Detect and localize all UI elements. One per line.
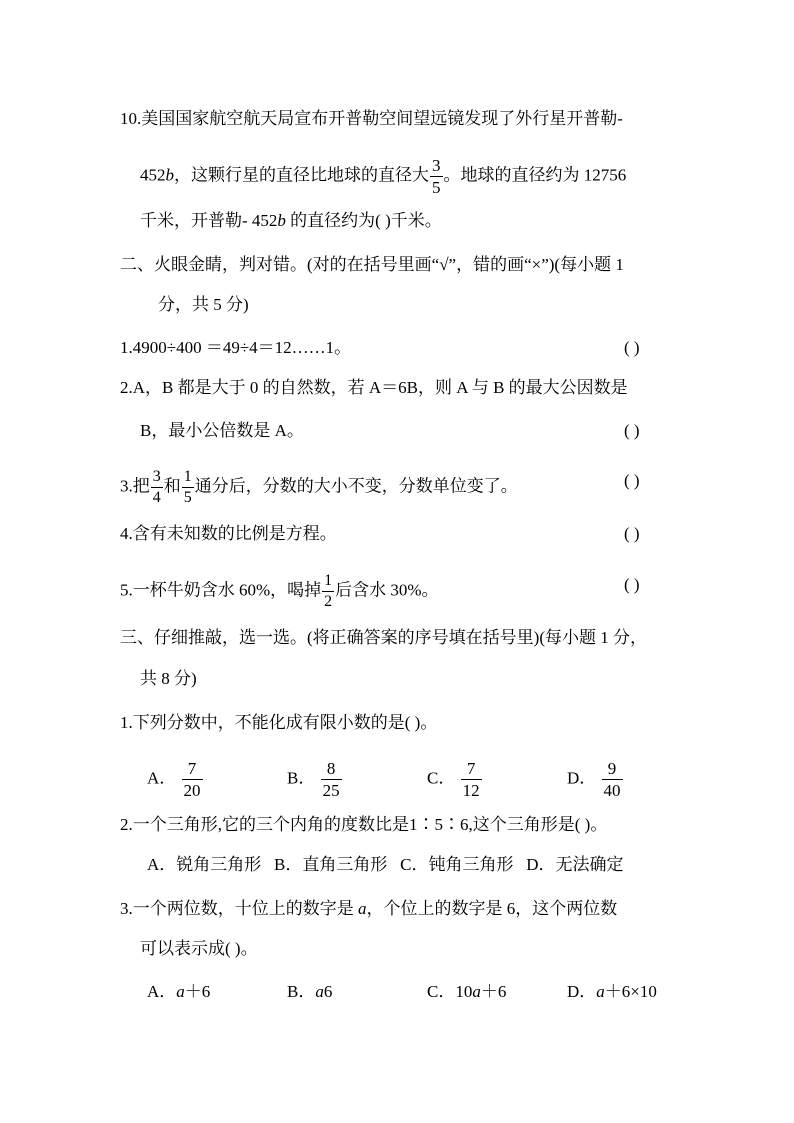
s2-q5-start: 5.一杯牛奶含水 60%，喝掉	[120, 580, 322, 600]
s2-q5-f-denominator: 2	[324, 593, 333, 610]
s2-q3-fraction-1	[151, 469, 163, 506]
s2-q3-answer-blank[interactable]: ( )	[624, 471, 640, 490]
s2-q3-f1-numerator: 3	[151, 469, 163, 488]
s2-q3-and: 和	[163, 476, 181, 496]
option-variable: a	[176, 982, 185, 1001]
s2-q3-f2-numerator: 1	[182, 469, 194, 488]
s2-question-3	[120, 469, 518, 506]
q10-line3-end: 的直径约为( )千米。	[285, 211, 442, 230]
option-numerator: 9	[602, 760, 623, 780]
option-numerator: 7	[182, 760, 203, 780]
option-label: B．	[287, 768, 316, 788]
q10-line1: 10.美国国家航空航天局宣布开普勒空间望远镜发现了外行星开普勒-	[120, 109, 623, 128]
option-denominator: 12	[462, 781, 480, 800]
option-label: A．	[147, 982, 177, 1001]
option-label: C．	[427, 768, 456, 788]
s2-q3-f1-denominator: 4	[152, 489, 161, 506]
s3-question-3-line2: 可以表示成( )。	[140, 939, 258, 958]
s3-q3-option-b[interactable]	[287, 980, 332, 1004]
s2-question-4: 4.含有未知数的比例是方程。	[120, 524, 337, 543]
option-suffix: ＋6	[480, 982, 507, 1001]
q10-line3-letter: b	[277, 211, 286, 230]
s2-q2-answer-blank[interactable]: ( )	[624, 421, 640, 440]
option-fraction	[321, 760, 342, 799]
q10-line3	[140, 209, 442, 233]
s2-question-1: 1.4900÷400 ＝49÷4＝12……1。	[120, 338, 352, 357]
q10-planet-number: 452	[140, 165, 166, 185]
s2-q3-f2-denominator: 5	[183, 489, 192, 506]
s3-question-1: 1.下列分数中，不能化成有限小数的是( )。	[120, 713, 438, 732]
s3-q1-option-a[interactable]	[147, 760, 204, 799]
section3-title-line1: 三、仔细推敲，选一选。(将正确答案的序号填在括号里)(每小题 1 分，	[120, 628, 647, 647]
option-label: C．	[427, 982, 456, 1001]
s3-q1-option-b[interactable]	[287, 760, 343, 799]
option-denominator: 20	[183, 781, 201, 800]
s3-question-3-line1	[120, 897, 617, 921]
s2-q4-answer-blank[interactable]: ( )	[624, 524, 640, 543]
option-suffix: 6	[323, 982, 333, 1001]
option-fraction	[461, 760, 482, 799]
option-variable: a	[315, 982, 324, 1001]
s3-q1-option-d[interactable]	[567, 760, 624, 799]
option-prefix: 10	[455, 982, 473, 1001]
option-suffix: ＋6×10	[604, 982, 657, 1001]
s3-q2-options[interactable]: A．锐角三角形 B．直角三角形 C．钝角三角形 D．无法确定	[147, 855, 624, 874]
q10-line3-start: 千米，开普勒- 452	[140, 211, 278, 230]
q10-line2	[140, 157, 626, 196]
s3-q3-option-c[interactable]	[427, 980, 506, 1004]
s2-q3-start: 3.把	[120, 476, 150, 496]
option-label: A．	[147, 768, 177, 788]
s2-q3-end: 通分后，分数的大小不变，分数单位变了。	[194, 476, 518, 496]
option-label: D．	[567, 982, 597, 1001]
option-variable: a	[596, 982, 605, 1001]
s2-question-2-line1: 2.A，B 都是大于 0 的自然数，若 A＝6B，则 A 与 B 的最大公因数是	[120, 378, 628, 397]
q10-planet-letter: b	[165, 165, 174, 185]
s3-q1-option-c[interactable]	[427, 760, 483, 799]
option-suffix: ＋6	[184, 982, 211, 1001]
option-numerator: 8	[321, 760, 342, 780]
s2-q3-fraction-2	[182, 469, 194, 506]
s2-q5-answer-blank[interactable]: ( )	[624, 575, 640, 594]
s2-question-2-line2: B，最小公倍数是 A。	[140, 421, 304, 440]
s2-question-5	[120, 573, 439, 610]
option-numerator: 7	[461, 760, 482, 780]
s3-q3-option-d[interactable]	[567, 980, 657, 1004]
option-denominator: 40	[603, 781, 621, 800]
q10-text-end: 。地球的直径约为 12756	[443, 165, 627, 185]
section2-title-line1: 二、火眼金睛，判对错。(对的在括号里画“√”，错的画“×”)(每小题 1	[120, 255, 624, 274]
s3-q3-start: 3.一个两位数，十位上的数字是	[120, 899, 358, 918]
s2-q5-f-numerator: 1	[322, 573, 334, 592]
s2-q1-answer-blank[interactable]: ( )	[624, 338, 640, 357]
s3-q3-option-a[interactable]	[147, 980, 210, 1004]
s2-q5-end: 后含水 30%。	[335, 580, 439, 600]
s2-q5-fraction	[322, 573, 334, 610]
option-label: B．	[287, 982, 316, 1001]
section2-title-line2: 分，共 5 分)	[158, 295, 249, 314]
option-fraction	[182, 760, 203, 799]
option-label: D．	[567, 768, 597, 788]
option-variable: a	[472, 982, 481, 1001]
s3-question-2: 2.一个三角形,它的三个内角的度数比是1∶5∶6,这个三角形是( )。	[120, 815, 608, 834]
s3-q3-variable: a	[358, 899, 367, 918]
q10-text: ，这颗行星的直径比地球的直径大	[174, 165, 429, 185]
option-denominator: 25	[322, 781, 340, 800]
section3-title-line2: 共 8 分)	[140, 669, 197, 688]
s3-q3-end: ，个位上的数字是 6，这个两位数	[366, 899, 618, 918]
option-fraction	[602, 760, 623, 799]
q10-fraction	[430, 157, 443, 196]
q10-fraction-numerator: 3	[432, 156, 441, 175]
q10-fraction-denominator: 5	[432, 178, 441, 197]
